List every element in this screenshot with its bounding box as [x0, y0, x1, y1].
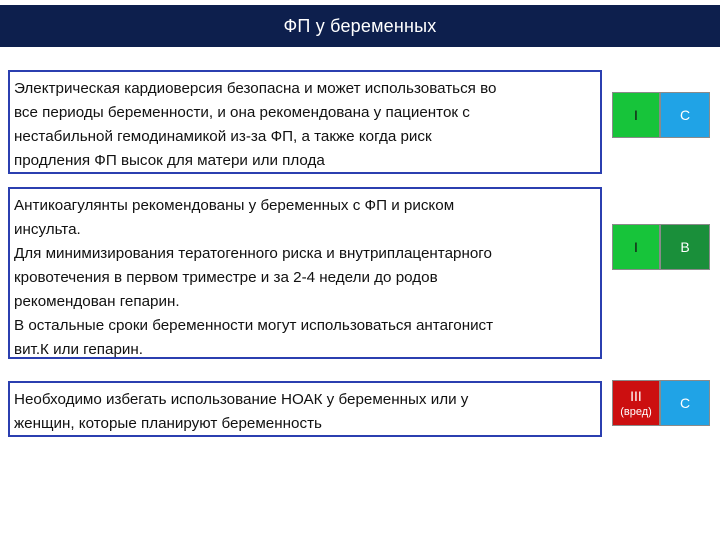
class-label: I	[634, 107, 638, 123]
recommendation-text-line: Антикоагулянты рекомендованы у беременных с ФП и риском	[14, 197, 455, 214]
recommendation-text-line: кровотечения в первом триместре и за 2-4 недели до родов	[14, 269, 438, 286]
recommendation-text-line: инсульта.	[14, 221, 81, 238]
recommendation-text-line: Необходимо избегать использование НОАК у беременных или у	[14, 391, 469, 408]
recommendation-text-line: рекомендован гепарин.	[14, 293, 180, 310]
level-badge-3	[660, 380, 710, 426]
level-label: C	[679, 395, 691, 411]
recommendation-text-line: В остальные сроки беременности могут использоваться антагонист	[14, 317, 494, 334]
class-label: III	[630, 388, 642, 404]
page-title: ФП у беременных	[283, 15, 437, 36]
recommendation-box-1	[8, 70, 602, 174]
level-label: C	[679, 107, 691, 123]
recommendation-text-line: нестабильной гемодинамикой из-за ФП, а также когда риск	[14, 128, 432, 145]
level-label: B	[680, 239, 690, 255]
recommendation-text-line: вит.К или гепарин.	[14, 341, 144, 358]
class-label: I	[634, 239, 638, 255]
level-badge-2	[660, 224, 710, 270]
class-badge-2	[612, 224, 660, 270]
recommendation-text-line: Электрическая кардиоверсия безопасна и может использоваться во	[14, 80, 497, 97]
level-badge-1	[660, 92, 710, 138]
recommendation-box-2	[8, 187, 602, 359]
recommendation-text-line: Для минимизирования тератогенного риска и внутриплацентарного	[14, 245, 492, 262]
class-sublabel: (вред)	[620, 406, 652, 418]
recommendation-text-line: женщин, которые планируют беременность	[14, 415, 322, 432]
recommendation-box-3	[8, 381, 602, 437]
recommendation-text-line: все периоды беременности, и она рекомендована у пациенток с	[14, 104, 470, 121]
recommendation-text-line: продления ФП высок для матери или плода	[14, 152, 325, 169]
title-bar	[0, 5, 720, 47]
class-badge-3	[612, 380, 660, 426]
class-badge-1	[612, 92, 660, 138]
